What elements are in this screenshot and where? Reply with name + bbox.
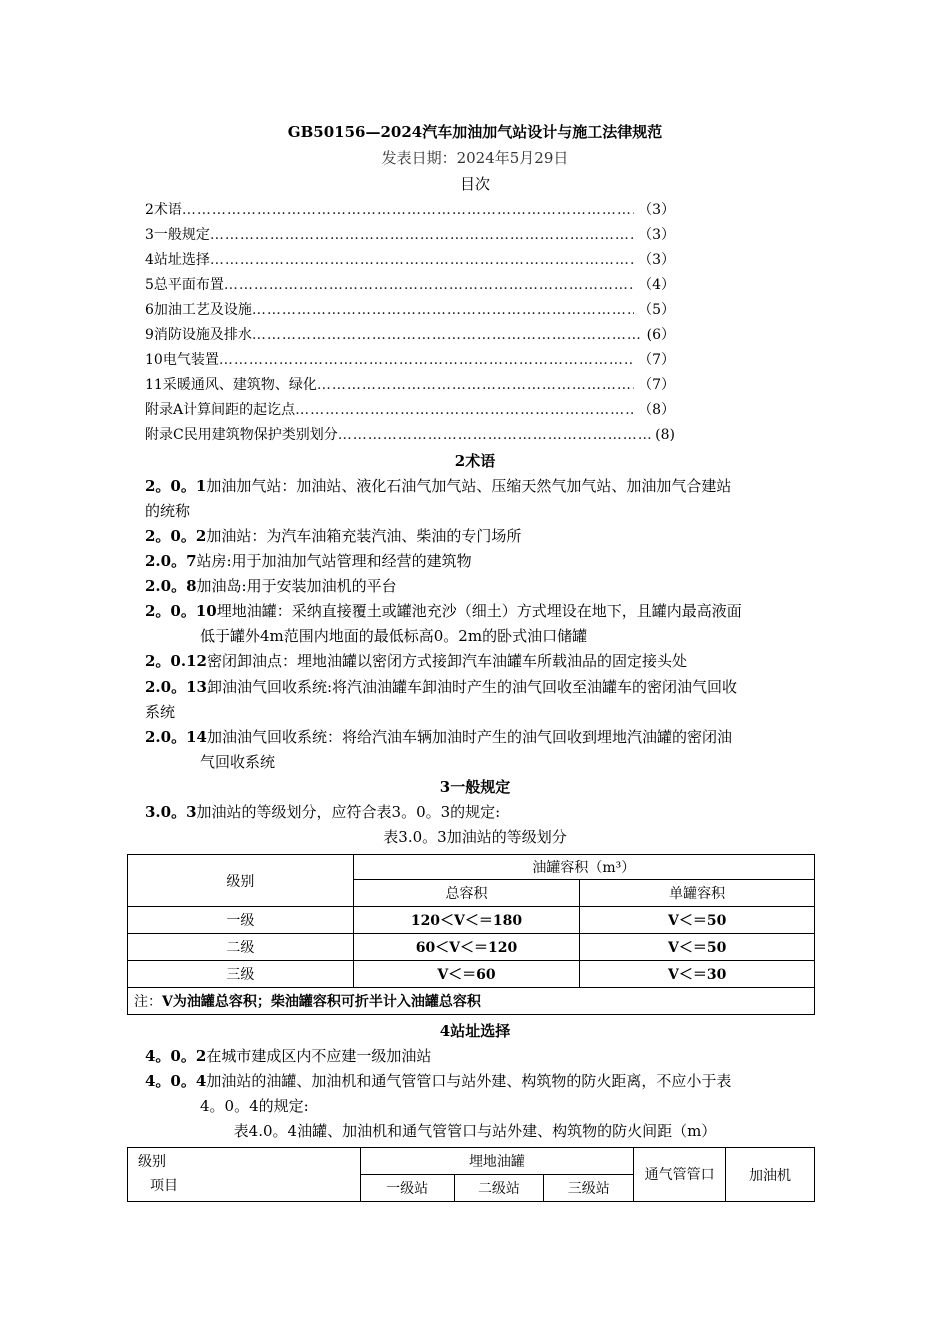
section-heading: 4站址选择 [439, 1022, 511, 1040]
distance-table [127, 1147, 815, 1202]
term-continuation: 低于罐外4m范围内地面的最低标高0。2m的卧式油口储罐 [200, 627, 588, 645]
rule-paragraph: 3.0。3加油站的等级划分，应符合表3。0。3的规定: [145, 803, 501, 821]
header-single: 单罐容积 [580, 880, 815, 907]
toc-leader [252, 302, 634, 318]
rule-continuation: 4。0。4的规定: [200, 1097, 309, 1115]
toc-leader [224, 277, 634, 293]
header-third-station: 三级站 [544, 1175, 634, 1202]
toc-item[interactable]: 附录A计算间距的起讫点 ………………………………………………………………………………………………………………………………………………… （8） [145, 399, 675, 419]
toc-leader [295, 402, 634, 418]
table-row: 二级 60＜V＜＝120 V＜＝50 [128, 934, 815, 961]
term-paragraph: 2.0。7站房:用于加油加气站管理和经营的建筑物 [145, 552, 472, 570]
toc-leader [317, 377, 634, 393]
header-first-station: 一级站 [360, 1175, 454, 1202]
header-total: 总容积 [353, 880, 580, 907]
table-row: 一级 120＜V＜＝180 V＜＝50 [128, 907, 815, 934]
toc-item[interactable]: 2术语 ………………………………………………………………………………………………………………………………………………… （3） [145, 199, 675, 219]
term-continuation: 系统 [145, 703, 176, 721]
term-paragraph: 2。0。2加油站：为汽车油箱充装汽油、柴油的专门场所 [145, 527, 522, 545]
toc-item[interactable]: 附录C民用建筑物保护类别划分 ………………………………………………………………………………………………………………………………………………… (8) [145, 424, 675, 444]
header-tank: 埋地油罐 [360, 1148, 634, 1175]
term-paragraph: 2。0。10埋地油罐：采纳直接覆土或罐池充沙（细土）方式埋设在地下，且罐内最高液面 [145, 602, 742, 620]
toc-leader [219, 352, 634, 368]
header-second-station: 二级站 [454, 1175, 544, 1202]
table-note: 注：V为油罐总容积；柴油罐容积可折半计入油罐总容积 [128, 988, 815, 1015]
toc-leader [252, 327, 643, 343]
rule-paragraph: 4。0。2在城市建成区内不应建一级加油站 [145, 1047, 432, 1065]
header-level: 级别 [128, 855, 354, 907]
term-paragraph: 2.0。8加油岛:用于安装加油机的平台 [145, 577, 397, 595]
table-caption: 表4.0。4油罐、加油机和通气管管口与站外建、构筑物的防火间距（m） [233, 1122, 717, 1140]
rule-paragraph: 4。0。4加油站的油罐、加油机和通气管管口与站外建、构筑物的防火距离，不应小于表 [145, 1072, 732, 1090]
header-volume: 油罐容积（m³） [353, 855, 814, 880]
header-vent: 通气管管口 [634, 1148, 726, 1202]
toc-heading: 目次 [459, 175, 490, 193]
toc-item[interactable]: 5总平面布置 ………………………………………………………………………………………………………………………………………………… （4） [145, 274, 675, 294]
toc-item[interactable]: 6加油工艺及设施 ………………………………………………………………………………………………………………………………………………… （5） [145, 299, 675, 319]
document-title: GB50156—2024汽车加油加气站设计与施工法律规范 [287, 123, 663, 141]
table-caption: 表3.0。3加油站的等级划分 [383, 828, 567, 846]
toc-leader [338, 427, 651, 443]
toc-item[interactable]: 4站址选择 ………………………………………………………………………………………………………………………………………………… （3） [145, 249, 675, 269]
header-dispenser: 加油机 [726, 1148, 815, 1202]
term-paragraph: 2。0。1加油加气站：加油站、液化石油气加气站、压缩天然气加气站、加油加气合建站 [145, 477, 732, 495]
term-continuation: 气回收系统 [200, 753, 276, 771]
term-continuation: 的统称 [145, 502, 191, 520]
toc-item[interactable]: 11采暖通风、建筑物、绿化 ………………………………………………………………………………………………………………………………………………… （7） [145, 374, 675, 394]
toc-leader [210, 252, 634, 268]
table-row: 三级 V＜＝60 V＜＝30 [128, 961, 815, 988]
toc-item[interactable]: 9消防设施及排水 ………………………………………………………………………………………………………………………………………………… (6） [145, 324, 675, 344]
term-paragraph: 2.0。14加油油气回收系统：将给汽油车辆加油时产生的油气回收到埋地汽油罐的密闭油 [145, 728, 732, 746]
toc-leader [182, 202, 634, 218]
publish-date: 发表日期：2024年5月29日 [381, 149, 569, 167]
term-paragraph: 2。0.12密闭卸油点：埋地油罐以密闭方式接卸汽车油罐车所载油品的固定接头处 [145, 652, 687, 670]
section-heading: 2术语 [454, 452, 496, 470]
toc-item[interactable]: 10电气装置 ………………………………………………………………………………………………………………………………………………… （7） [145, 349, 675, 369]
section-heading: 3一般规定 [439, 778, 511, 796]
term-paragraph: 2.0。13卸油油气回收系统:将汽油油罐车卸油时产生的油气回收至油罐车的密闭油气回收 [145, 678, 738, 696]
grade-table [127, 854, 815, 1015]
table-note-row [128, 988, 815, 1015]
toc-item[interactable]: 3一般规定 ………………………………………………………………………………………………………………………………………………… （3） [145, 224, 675, 244]
header-level-item: 级别 项目 [128, 1148, 361, 1202]
toc-leader [210, 227, 634, 243]
